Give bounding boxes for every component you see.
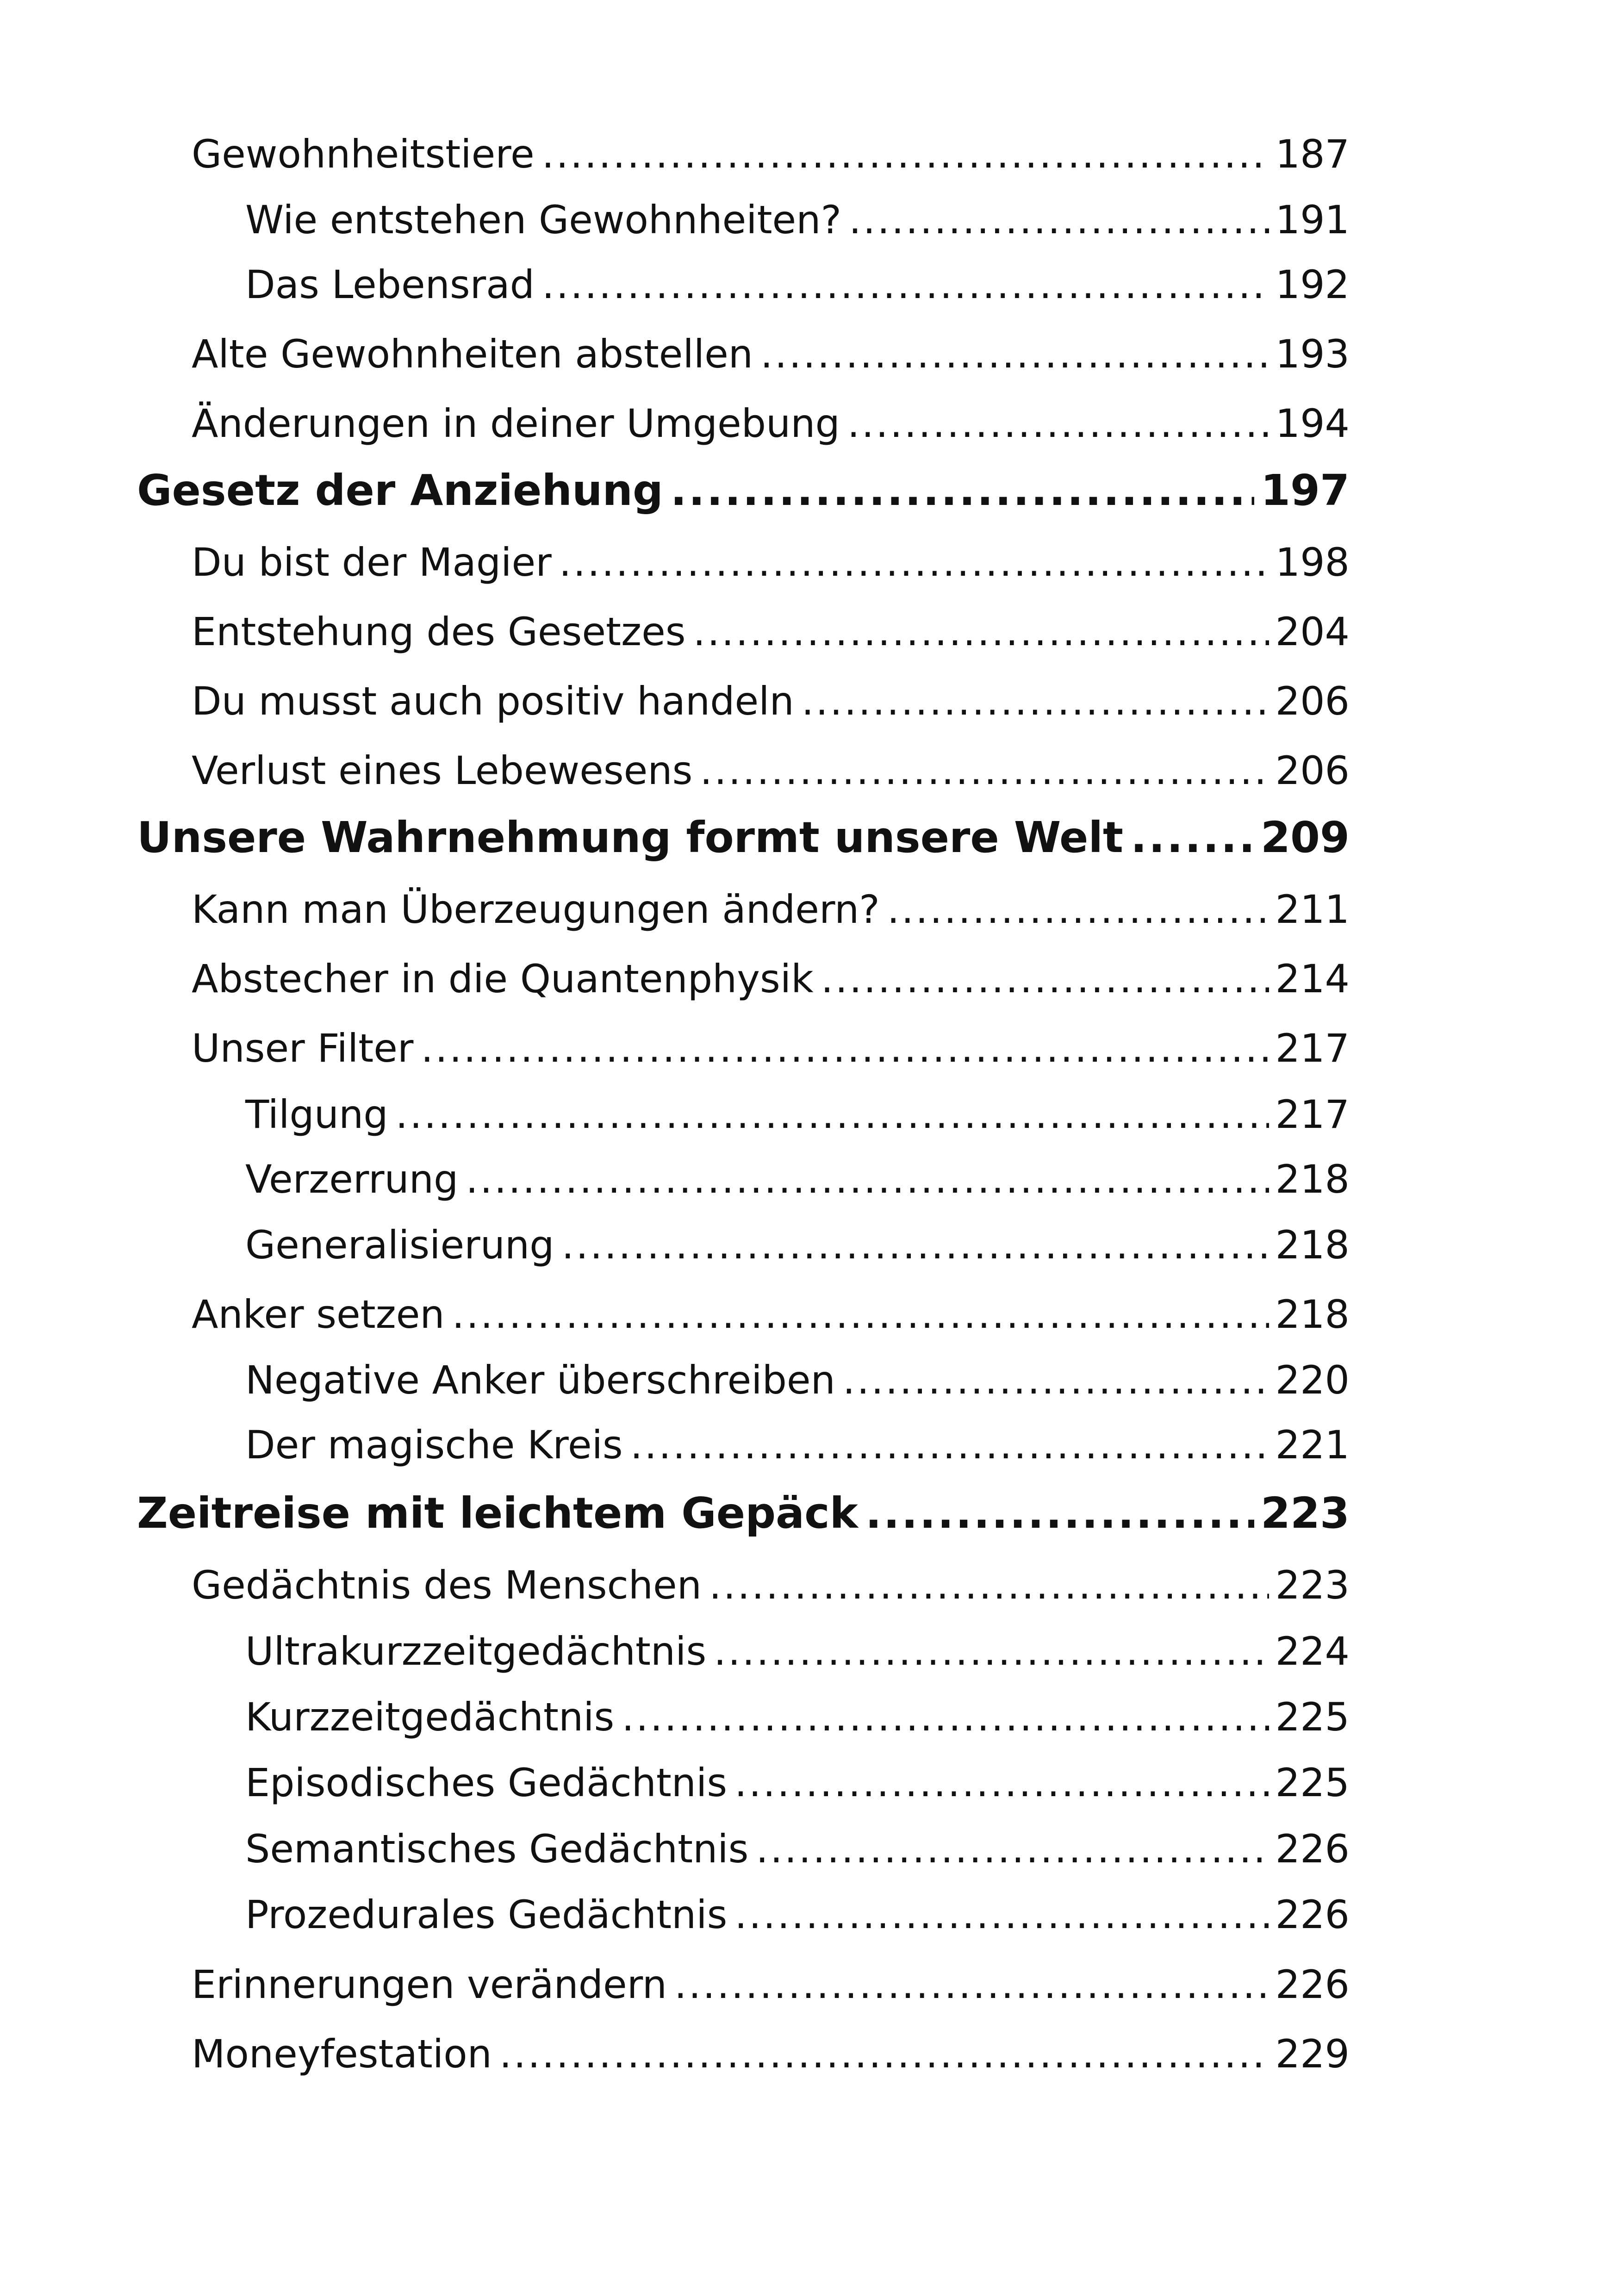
toc-chapter bbox=[137, 466, 1350, 515]
toc-entry-title: Anker setzen bbox=[192, 1292, 445, 1337]
toc-entry-title: Abstecher in die Quantenphysik bbox=[192, 956, 814, 1002]
toc-entry-page: 218 bbox=[1275, 1222, 1350, 1268]
toc-entry-title: Verlust eines Lebewesens bbox=[192, 748, 693, 793]
dot-leader bbox=[714, 1632, 1269, 1671]
toc-entry bbox=[245, 1222, 1350, 1268]
toc-entry-page: 224 bbox=[1275, 1629, 1350, 1674]
toc-entry bbox=[245, 262, 1350, 307]
toc-entry-page: 225 bbox=[1275, 1694, 1350, 1740]
toc-entry-title: Du bist der Magier bbox=[192, 540, 552, 585]
toc-entry-page: 204 bbox=[1275, 609, 1350, 654]
toc-entry-page: 194 bbox=[1275, 401, 1350, 446]
dot-leader bbox=[559, 543, 1269, 582]
toc-entry-title: Kurzzeitgedächtnis bbox=[245, 1694, 615, 1740]
toc-chapter-page: 209 bbox=[1260, 813, 1350, 862]
toc-entry bbox=[192, 609, 1350, 654]
toc-entry-title: Episodisches Gedächtnis bbox=[245, 1760, 728, 1805]
toc-entry bbox=[192, 131, 1350, 177]
toc-entry-title: Entstehung des Gesetzes bbox=[192, 609, 686, 654]
toc-entry bbox=[192, 1962, 1350, 2007]
toc-entry bbox=[192, 748, 1350, 793]
toc-entry bbox=[192, 1562, 1350, 1608]
toc-entry-title: Wie entstehen Gewohnheiten? bbox=[245, 197, 842, 243]
dot-leader bbox=[734, 1895, 1269, 1934]
toc-entry-page: 206 bbox=[1275, 748, 1350, 793]
toc-entry bbox=[245, 1760, 1350, 1805]
toc-chapter bbox=[137, 1488, 1350, 1538]
dot-leader bbox=[700, 751, 1269, 790]
dot-leader bbox=[843, 1361, 1269, 1400]
toc-entry bbox=[192, 956, 1350, 1002]
toc-entry bbox=[192, 2031, 1350, 2077]
dot-leader bbox=[887, 890, 1269, 929]
dot-leader bbox=[622, 1698, 1269, 1736]
dot-leader bbox=[421, 1029, 1269, 1068]
dot-leader bbox=[542, 135, 1269, 174]
toc-entry bbox=[245, 1422, 1350, 1468]
toc-entry-title: Generalisierung bbox=[245, 1222, 554, 1268]
dot-leader bbox=[849, 200, 1269, 239]
dot-leader bbox=[630, 1425, 1269, 1464]
toc-entry-page: 229 bbox=[1275, 2031, 1350, 2077]
toc-entry-page: 211 bbox=[1275, 887, 1350, 932]
dot-leader bbox=[466, 1160, 1269, 1199]
toc-entry-title: Tilgung bbox=[245, 1092, 388, 1137]
toc-entry-page: 206 bbox=[1275, 678, 1350, 724]
toc-entry-title: Gedächtnis des Menschen bbox=[192, 1562, 702, 1608]
toc-entry bbox=[245, 1892, 1350, 1937]
toc-entry bbox=[245, 1092, 1350, 1137]
toc-entry-page: 220 bbox=[1275, 1357, 1350, 1403]
toc-chapter-title: Gesetz der Anziehung bbox=[137, 466, 663, 515]
toc-entry bbox=[192, 678, 1350, 724]
toc-entry-page: 218 bbox=[1275, 1292, 1350, 1337]
dot-leader bbox=[671, 469, 1254, 512]
dot-leader bbox=[674, 1965, 1269, 2004]
dot-leader bbox=[821, 959, 1269, 998]
dot-leader bbox=[760, 335, 1269, 373]
toc-entry-title: Prozedurales Gedächtnis bbox=[245, 1892, 728, 1937]
toc-entry bbox=[245, 1694, 1350, 1740]
toc-entry-title: Gewohnheitstiere bbox=[192, 131, 535, 177]
dot-leader bbox=[865, 1492, 1254, 1535]
dot-leader bbox=[709, 1566, 1269, 1605]
dot-leader bbox=[452, 1295, 1269, 1334]
toc-entry-page: 193 bbox=[1275, 331, 1350, 377]
toc-entry-title: Moneyfestation bbox=[192, 2031, 492, 2077]
dot-leader bbox=[756, 1829, 1269, 1868]
toc-entry bbox=[245, 1157, 1350, 1202]
toc-entry-page: 217 bbox=[1275, 1026, 1350, 1071]
toc-entry bbox=[192, 887, 1350, 932]
toc-entry-page: 226 bbox=[1275, 1892, 1350, 1937]
toc-entry-title: Erinnerungen verändern bbox=[192, 1962, 667, 2007]
toc-entry-page: 214 bbox=[1275, 956, 1350, 1002]
toc-chapter bbox=[137, 813, 1350, 862]
dot-leader bbox=[734, 1763, 1269, 1802]
toc-entry bbox=[245, 1629, 1350, 1674]
toc-entry bbox=[192, 1292, 1350, 1337]
toc-entry bbox=[245, 1357, 1350, 1403]
toc-entry-page: 192 bbox=[1275, 262, 1350, 307]
dot-leader bbox=[802, 682, 1269, 721]
toc-entry-title: Semantisches Gedächtnis bbox=[245, 1826, 749, 1872]
toc-entry-page: 226 bbox=[1275, 1962, 1350, 2007]
toc-entry-page: 218 bbox=[1275, 1157, 1350, 1202]
toc-chapter-title: Zeitreise mit leichtem Gepäck bbox=[137, 1488, 858, 1538]
toc-entry-title: Das Lebensrad bbox=[245, 262, 535, 307]
dot-leader bbox=[542, 265, 1269, 304]
toc-entry-title: Ultrakurzzeitgedächtnis bbox=[245, 1629, 707, 1674]
toc-entry-page: 217 bbox=[1275, 1092, 1350, 1137]
toc-entry bbox=[192, 331, 1350, 377]
toc-entry-title: Du musst auch positiv handeln bbox=[192, 678, 794, 724]
toc-entry-title: Alte Gewohnheiten abstellen bbox=[192, 331, 753, 377]
toc-chapter-page: 197 bbox=[1260, 466, 1350, 515]
toc-entry bbox=[192, 1026, 1350, 1071]
toc-entry-page: 198 bbox=[1275, 540, 1350, 585]
toc-entry-page: 191 bbox=[1275, 197, 1350, 243]
toc-entry-page: 221 bbox=[1275, 1422, 1350, 1468]
toc-entry-title: Kann man Überzeugungen ändern? bbox=[192, 887, 880, 932]
toc-entry-title: Verzerrung bbox=[245, 1157, 459, 1202]
dot-leader bbox=[1131, 816, 1254, 859]
dot-leader bbox=[693, 612, 1269, 651]
toc-entry bbox=[245, 197, 1350, 243]
toc-entry bbox=[192, 401, 1350, 446]
toc-entry-page: 225 bbox=[1275, 1760, 1350, 1805]
toc-entry-title: Der magische Kreis bbox=[245, 1422, 623, 1468]
dot-leader bbox=[562, 1226, 1269, 1264]
toc-chapter-title: Unsere Wahrnehmung formt unsere Welt bbox=[137, 813, 1123, 862]
toc-entry-title: Änderungen in deiner Umgebung bbox=[192, 401, 840, 446]
toc-entry-title: Negative Anker überschreiben bbox=[245, 1357, 835, 1403]
dot-leader bbox=[499, 2035, 1269, 2073]
dot-leader bbox=[396, 1095, 1269, 1134]
toc-entry-page: 187 bbox=[1275, 131, 1350, 177]
toc-entry bbox=[192, 540, 1350, 585]
toc-entry-page: 226 bbox=[1275, 1826, 1350, 1872]
toc-chapter-page: 223 bbox=[1260, 1488, 1350, 1538]
dot-leader bbox=[847, 404, 1269, 443]
toc-entry-title: Unser Filter bbox=[192, 1026, 414, 1071]
toc-entry-page: 223 bbox=[1275, 1562, 1350, 1608]
toc-entry bbox=[245, 1826, 1350, 1872]
